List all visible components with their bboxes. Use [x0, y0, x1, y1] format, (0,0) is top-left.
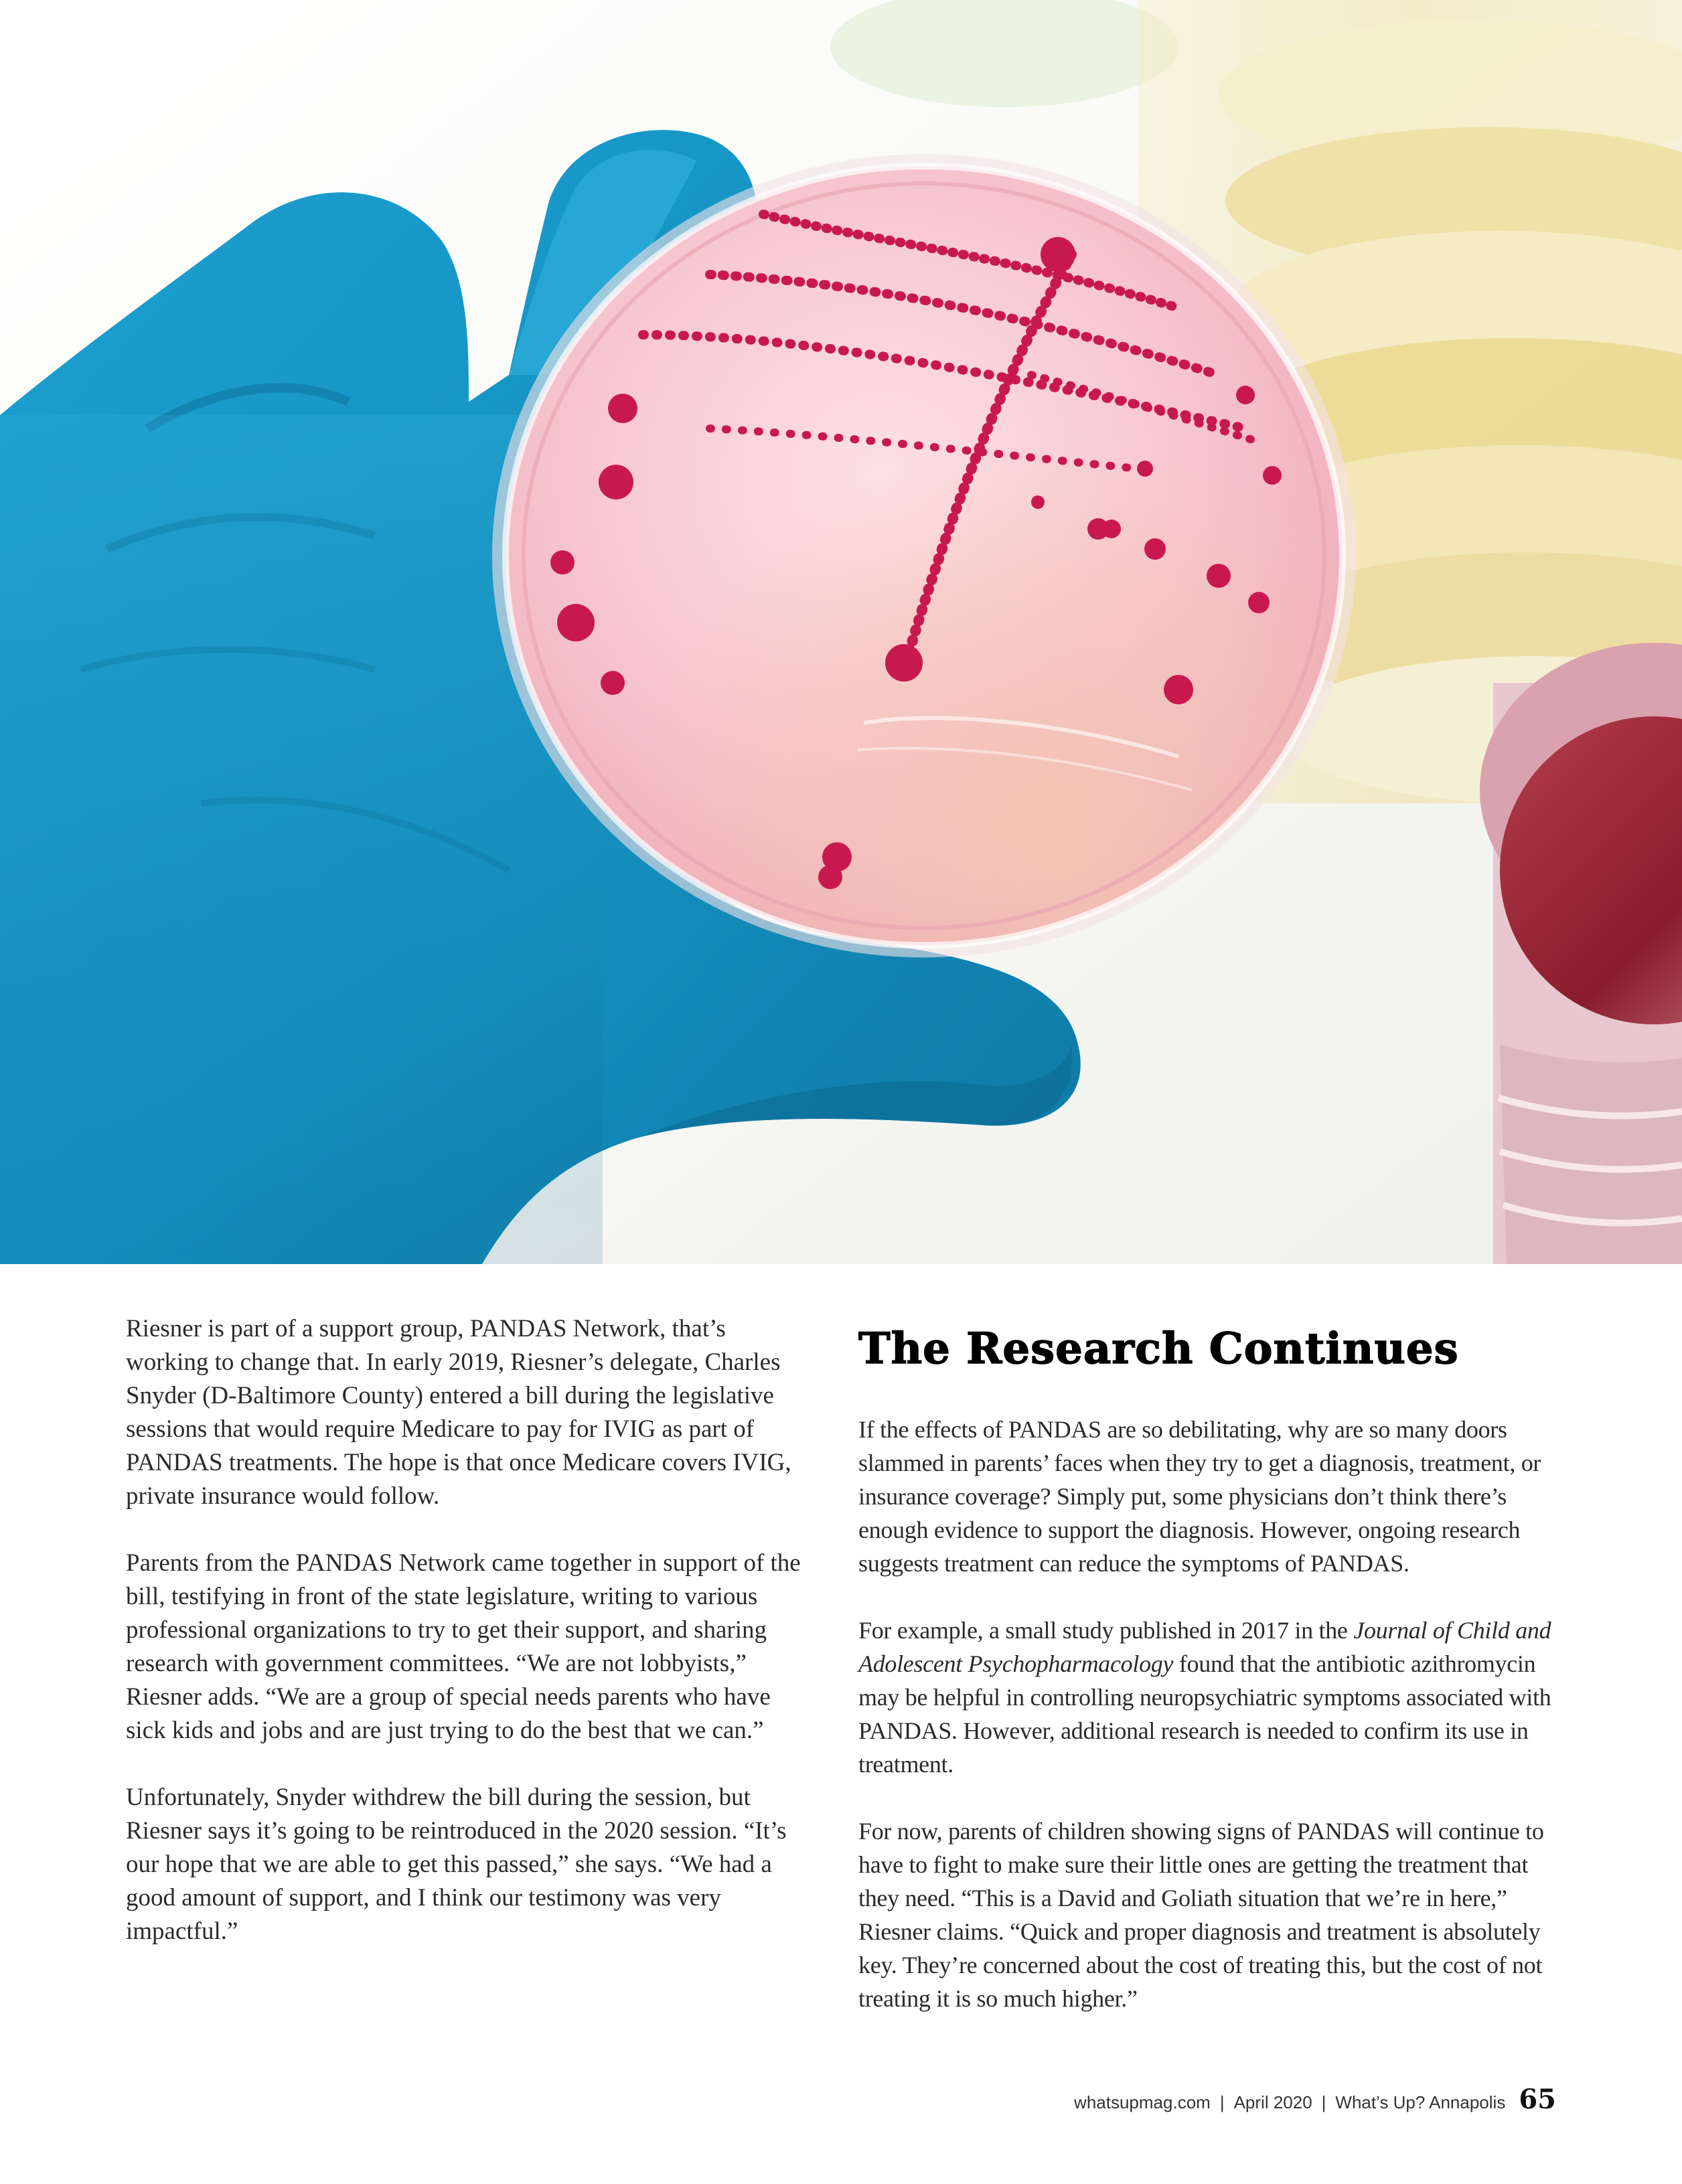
right-paragraph-1: If the effects of PANDAS are so debilitating, why are so many doors slammed in parents’ faces when they try to get a diagnosis, treatment, or insurance coverage? Simply put, some physicians don’t think there’s enough evidence to support the diagnosis. However, ongoing research suggests treatment can reduce the symptoms of PANDAS. — [858, 1416, 1541, 1577]
paragraph-text: For example, a small study published in 2017 in the — [858, 1617, 1354, 1644]
left-paragraph-1: Riesner is part of a support group, PANDAS Network, that’s working to change that. In early 2019, Riesner’s delegate, Charles Snyder (D-Baltimore County) entered a bill during the legislative sessions that would require Medicare to pay for IVIG as part of PANDAS treatments. The hope is that once Medicare covers IVIG, private insurance would follow. — [126, 1315, 791, 1510]
red-plate-stack — [1480, 643, 1682, 1264]
page-footer — [1074, 2084, 1556, 2124]
paragraph-text: found that the antibiotic azithromycin may be helpful in controlling neuropsychiatric symptoms associated with PANDAS. However, additional research is needed to confirm its use in treatment. — [858, 1650, 1551, 1778]
left-paragraph-2: Parents from the PANDAS Network came together in support of the bill, testifying in front of the state legislature, writing to various professional organizations to try to get their support, and sharing research with government committees. “We are not lobbyists,” Riesner adds. “We are a group of special needs parents who have sick kids and jobs and are just trying to do the best that we can.” — [126, 1549, 801, 1744]
footer-separator: | — [1219, 2092, 1225, 2112]
footer-issue: April 2020 — [1233, 2092, 1312, 2112]
left-column — [126, 1312, 802, 1982]
right-paragraph-3: For now, parents of children showing signs of PANDAS will continue to have to fight to make sure their little ones are getting the treatment that they need. “This is a David and Goliath situation that we’re in here,” Riesner claims. “Quick and proper diagnosis and treatment is absolutely key. They’re concerned about the cost of treating this, but the cost of not treating it is so much higher.” — [858, 1818, 1544, 2012]
right-paragraph-2 — [858, 1614, 1555, 1781]
journal-title: Journal of Child and Adolescent Psychopharmacology — [858, 1617, 1551, 1677]
petri-dish — [492, 154, 1356, 957]
left-paragraph-3: Unfortunately, Snyder withdrew the bill during the session, but Riesner says it’s going to be reintroduced in the 2020 session. “It’s our hope that we are able to get this passed,” she says. “We had a good amount of support, and I think our testimony was very impactful.” — [126, 1784, 787, 1945]
footer-site: whatsupmag.com — [1074, 2092, 1211, 2112]
section-heading: The Research Continues — [858, 1324, 1459, 1374]
right-column — [858, 1312, 1555, 2049]
page-number: 65 — [1519, 2084, 1556, 2115]
footer-separator: | — [1321, 2092, 1326, 2112]
footer-publication: What’s Up? Annapolis — [1335, 2092, 1506, 2112]
